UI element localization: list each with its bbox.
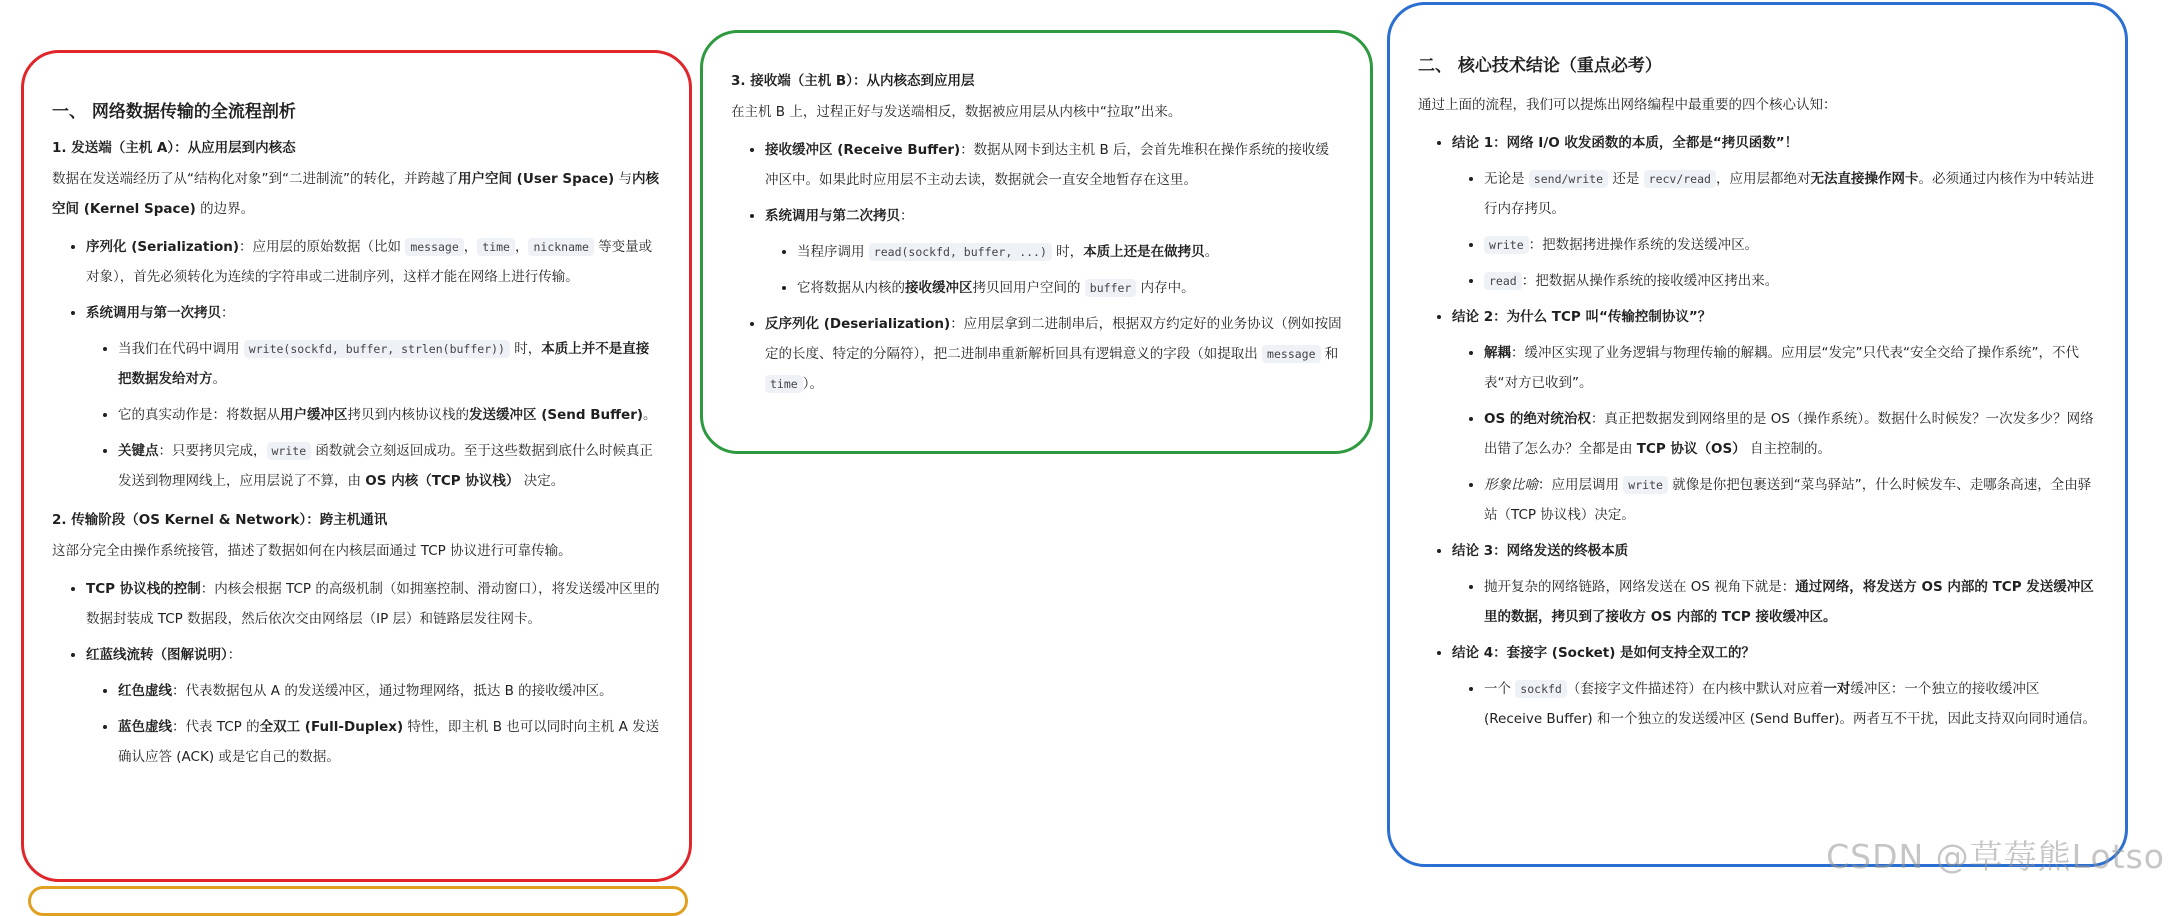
bullet-list — [731, 135, 1342, 399]
list-item: • 结论 3：网络发送的终极本质 • 抛开复杂的网络链路，网络发送在 OS 视角下就是：通过网络，将发送方 OS 内部的 TCP 发送缓冲区里的数据，拷贝到了接收方 OS 内部的 TCP 接收缓冲区。 — [1452, 536, 2097, 632]
list-item: • TCP 协议栈的控制：内核会根据 TCP 的高级机制（如拥塞控制、滑动窗口），将发送缓冲区里的数据封装成 TCP 数据段，然后依次交由网络层（IP 层）和链路层发往网卡。 — [86, 574, 661, 634]
section-title: 二、 核心技术结论（重点必考） — [1418, 56, 1662, 76]
bullet-list — [52, 574, 661, 772]
list-item: • 解耦：缓冲区实现了业务逻辑与物理传输的解耦。应用层“发完”只代表“安全交给了操作系统”，不代表“对方已收到”。 — [1484, 338, 2097, 398]
card-receiver — [700, 30, 1373, 454]
list-item: • 红蓝线流转（图解说明）： • 红色虚线：代表数据包从 A 的发送缓冲区，通过物理网络，抵达 B 的接收缓冲区。 • 蓝色虚线：代表 TCP 的全双工 (Full-Duplex) 特性，即主机 B 也可以同时向主机 A 发送确认应答 (ACK) 或是它自己的数据。 — [86, 640, 661, 772]
paragraph: 在主机 B 上，过程正好与发送端相反，数据被应用层从内核中“拉取”出来。 — [731, 104, 1182, 120]
paragraph: 这部分完全由操作系统接管，描述了数据如何在内核层面通过 TCP 协议进行可靠传输。 — [52, 543, 572, 559]
list-item: • 结论 4：套接字 (Socket) 是如何支持全双工的？ • 一个 sockfd （套接字文件描述符）在内核中默认对应着一对缓冲区：一个独立的接收缓冲区 (Receive Buffer) 和一个独立的发送缓冲区 (Send Buffer)。两者互不干扰，因此支持双向同时通信。 — [1452, 638, 2097, 734]
watermark: CSDN @草莓熊Lotso — [1826, 837, 2165, 876]
list-item: • 结论 1：网络 I/O 收发函数的本质，全都是“拷贝函数”！ • 无论是 send/write 还是 recv/read ，应用层都绝对无法直接操作网卡。必须通过内核作为中转站进行内存拷贝。 • write ：把数据拷进操作系统的发送缓冲区。 • read ：把数据从操作系统的接收缓冲区拷出来。 — [1452, 128, 2097, 296]
list-item: • 红色虚线：代表数据包从 A 的发送缓冲区，通过物理网络，抵达 B 的接收缓冲区。 — [118, 676, 661, 706]
list-item: • write ：把数据拷进操作系统的发送缓冲区。 — [1484, 230, 2097, 260]
list-item: • 抛开复杂的网络链路，网络发送在 OS 视角下就是：通过网络，将发送方 OS 内部的 TCP 发送缓冲区里的数据，拷贝到了接收方 OS 内部的 TCP 接收缓冲区。 — [1484, 572, 2097, 632]
list-item: • 它的真实动作是：将数据从用户缓冲区拷贝到内核协议栈的发送缓冲区 (Send Buffer)。 — [118, 400, 661, 430]
list-item: • 当程序调用 read(sockfd, buffer, ...) 时，本质上还是在做拷贝。 — [797, 237, 1342, 267]
list-item: • 无论是 send/write 还是 recv/read ，应用层都绝对无法直接操作网卡。必须通过内核作为中转站进行内存拷贝。 — [1484, 164, 2097, 224]
bullet-list — [52, 232, 661, 496]
list-item: • 形象比喻：应用层调用 write 就像是你把包裹送到“菜鸟驿站”，什么时候发车、走哪条高速，全由驿站（TCP 协议栈）决定。 — [1484, 470, 2097, 530]
list-item: • 一个 sockfd （套接字文件描述符）在内核中默认对应着一对缓冲区：一个独立的接收缓冲区 (Receive Buffer) 和一个独立的发送缓冲区 (Send Buffer)。两者互不干扰，因此支持双向同时通信。 — [1484, 674, 2097, 734]
subsection-title: 3. 接收端（主机 B）：从内核态到应用层 — [731, 73, 975, 89]
list-item: • 序列化 (Serialization)：应用层的原始数据（比如 message ， time ， nickname 等变量或对象），首先必须转化为连续的字符串或二进制序列，这样才能在网络上进行传输。 — [86, 232, 661, 292]
section-title: 一、 网络数据传输的全流程剖析 — [52, 102, 296, 122]
list-item: • 反序列化 (Deserialization)：应用层拿到二进制串后，根据双方约定好的业务协议（例如按固定的长度、特定的分隔符），把二进制串重新解析回具有逻辑意义的字段（如提取出 message 和 time ）。 — [765, 309, 1342, 399]
list-item: • 系统调用与第一次拷贝： • 当我们在代码中调用 write(sockfd, buffer, strlen(buffer)) 时，本质上并不是直接把数据发给对方。 • 它的真实动作是：将数据从用户缓冲区拷贝到内核协议栈的发送缓冲区 (Send Buffer)。 • 关键点：只要拷贝完成， write 函数就会立刻返回成功。至于这些数据到底什么时候真正发送到物理网线上，应用层说了不算，由 OS 内核（TCP 协议栈） 决定。 — [86, 298, 661, 496]
list-item: • read ：把数据从操作系统的接收缓冲区拷出来。 — [1484, 266, 2097, 296]
list-item: • 接收缓冲区 (Receive Buffer)：数据从网卡到达主机 B 后，会首先堆积在操作系统的接收缓冲区中。如果此时应用层不主动去读，数据就会一直安全地暂存在这里。 — [765, 135, 1342, 195]
list-item: • 当我们在代码中调用 write(sockfd, buffer, strlen(buffer)) 时，本质上并不是直接把数据发给对方。 — [118, 334, 661, 394]
bullet-list — [1418, 128, 2097, 734]
paragraph: 数据在发送端经历了从“结构化对象”到“二进制流”的转化，并跨越了用户空间 (User Space) 与内核空间 (Kernel Space) 的边界。 — [52, 171, 659, 217]
list-item: • 系统调用与第二次拷贝： • 当程序调用 read(sockfd, buffer, ...) 时，本质上还是在做拷贝。 • 它将数据从内核的接收缓冲区拷贝回用户空间的 buffer 内存中。 — [765, 201, 1342, 303]
next-card-edge — [28, 886, 688, 916]
list-item: • OS 的绝对统治权：真正把数据发到网络里的是 OS（操作系统）。数据什么时候发？一次发多少？网络出错了怎么办？全都是由 TCP 协议（OS） 自主控制的。 — [1484, 404, 2097, 464]
paragraph: 通过上面的流程，我们可以提炼出网络编程中最重要的四个核心认知： — [1418, 97, 1837, 113]
list-item: • 蓝色虚线：代表 TCP 的全双工 (Full-Duplex) 特性，即主机 B 也可以同时向主机 A 发送确认应答 (ACK) 或是它自己的数据。 — [118, 712, 661, 772]
card-data-flow — [21, 50, 692, 882]
list-item: • 它将数据从内核的接收缓冲区拷贝回用户空间的 buffer 内存中。 — [797, 273, 1342, 303]
list-item: • 结论 2：为什么 TCP 叫“传输控制协议”？ • 解耦：缓冲区实现了业务逻辑与物理传输的解耦。应用层“发完”只代表“安全交给了操作系统”，不代表“对方已收到”。 • OS 的绝对统治权：真正把数据发到网络里的是 OS（操作系统）。数据什么时候发？一次发多少？网络出错了怎么办？全都是由 TCP 协议（OS） 自主控制的。 • 形象比喻：应用层调用 write 就像是你把包裹送到“菜鸟驿站”，什么时候发车、走哪条高速，全由驿站（TCP 协议栈）决定。 — [1452, 302, 2097, 530]
card-conclusions — [1387, 2, 2128, 867]
list-item: • 关键点：只要拷贝完成， write 函数就会立刻返回成功。至于这些数据到底什么时候真正发送到物理网线上，应用层说了不算，由 OS 内核（TCP 协议栈） 决定。 — [118, 436, 661, 496]
subsection-title: 2. 传输阶段（OS Kernel & Network）：跨主机通讯 — [52, 512, 388, 528]
subsection-title: 1. 发送端（主机 A）：从应用层到内核态 — [52, 140, 296, 156]
